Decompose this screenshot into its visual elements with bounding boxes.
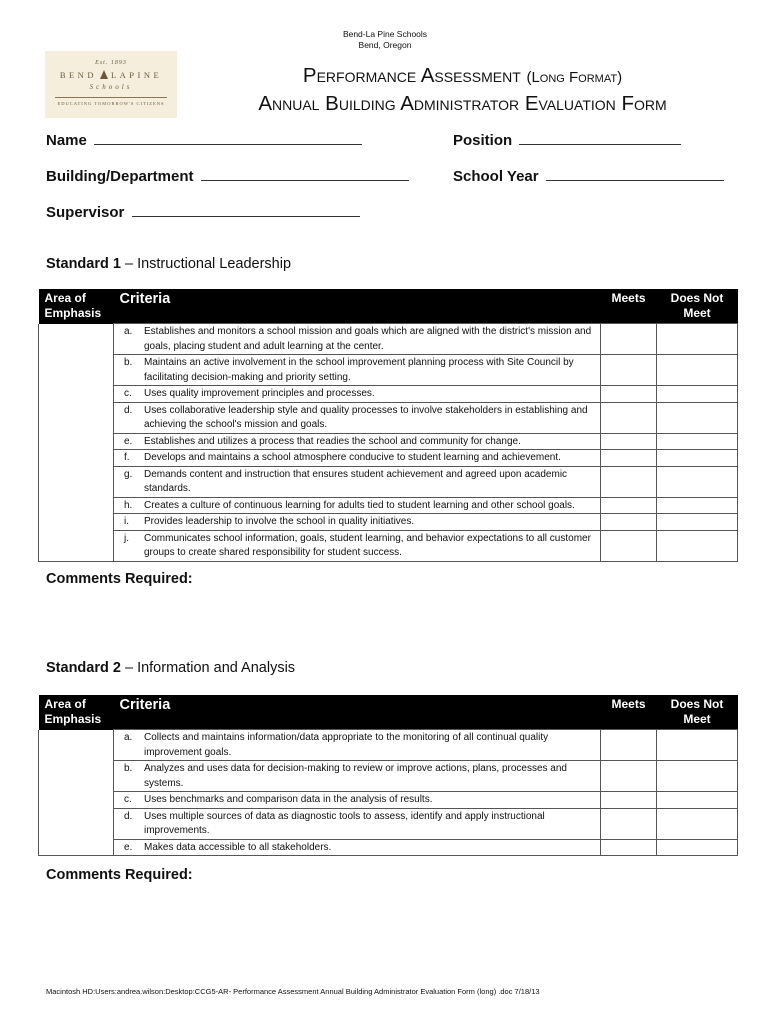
criteria-text: Establishes and monitors a school mission and goals which are aligned with the district's mission and goals, placing student and adult learning at the center. — [144, 326, 592, 352]
criteria-letter: b. — [124, 763, 133, 774]
criteria-cell — [114, 433, 601, 450]
criteria-row — [39, 466, 738, 497]
area-cell — [39, 355, 114, 386]
criteria-letter: c. — [124, 794, 132, 805]
standard2-comments-label: Comments Required: — [46, 867, 193, 883]
criteria-cell — [114, 450, 601, 467]
standard2-dash: – — [120, 660, 138, 676]
supervisor-label: Supervisor — [46, 204, 125, 221]
criteria-letter: g. — [124, 468, 133, 480]
criteria-letter: b. — [124, 357, 133, 368]
district-name: Bend-La Pine Schools — [342, 29, 428, 39]
standard1-dash: – — [120, 256, 138, 272]
does-not-meet-header: Does Not Meet — [657, 289, 738, 324]
criteria-row — [39, 514, 738, 531]
criteria-row — [39, 433, 738, 450]
criteria-cell — [114, 402, 601, 433]
standard2-table — [38, 695, 738, 856]
criteria-letter: e. — [124, 841, 133, 853]
criteria-letter: a. — [124, 326, 133, 337]
criteria-text: Analyzes and uses data for decision-making to review or improve actions, plans, processes and systems. — [144, 763, 567, 789]
area-cell — [39, 324, 114, 355]
meets-checkbox-cell[interactable] — [601, 466, 657, 497]
criteria-text: Demands content and instruction that ensures student achievement and agreed upon academic standards. — [144, 468, 568, 494]
meets-checkbox-cell[interactable] — [601, 808, 657, 839]
position-label: Position — [453, 132, 513, 149]
does-not-meet-checkbox-cell[interactable] — [657, 839, 738, 856]
standard1-comments-label: Comments Required: — [46, 571, 193, 587]
logo-rule — [55, 97, 167, 98]
criteria-text: Develops and maintains a school atmosphere conducive to student learning and achievement. — [144, 452, 561, 463]
meets-header: Meets — [601, 289, 657, 324]
standard2-heading — [46, 660, 295, 676]
district-logo — [45, 51, 177, 118]
criteria-letter: d. — [124, 404, 133, 416]
logo-tagline: EDUCATING TOMORROW'S CITIZENS — [57, 101, 165, 106]
meets-checkbox-cell[interactable] — [601, 355, 657, 386]
criteria-cell — [114, 514, 601, 531]
school-year-input-line[interactable] — [546, 166, 724, 181]
criteria-cell — [114, 808, 601, 839]
meets-checkbox-cell[interactable] — [601, 761, 657, 792]
standard1-table — [38, 289, 738, 562]
area-cell — [39, 402, 114, 433]
area-cell — [39, 433, 114, 450]
title-main: Performance Assessment — [302, 64, 521, 87]
criteria-header: Criteria — [114, 695, 601, 730]
criteria-text: Uses benchmarks and comparison data in the analysis of results. — [144, 794, 433, 805]
logo-sub: Schools — [89, 83, 133, 91]
meets-checkbox-cell[interactable] — [601, 530, 657, 561]
does-not-meet-checkbox-cell[interactable] — [657, 450, 738, 467]
position-field — [453, 130, 681, 149]
logo-brand-right: LAPINE — [110, 70, 163, 80]
standard1-rows — [39, 324, 738, 562]
criteria-letter: c. — [124, 388, 132, 399]
criteria-row — [39, 402, 738, 433]
meets-checkbox-cell[interactable] — [601, 386, 657, 403]
title-format: (Long Format) — [526, 69, 623, 86]
meets-checkbox-cell[interactable] — [601, 433, 657, 450]
does-not-meet-checkbox-cell[interactable] — [657, 730, 738, 761]
building-label: Building/Department — [46, 168, 194, 185]
criteria-row — [39, 530, 738, 561]
criteria-text: Communicates school information, goals, student learning, and behavior expectations to all customer groups to create shared responsibility for student success. — [144, 532, 591, 558]
criteria-cell — [114, 792, 601, 809]
criteria-cell — [114, 355, 601, 386]
name-label: Name — [46, 132, 87, 149]
criteria-row — [39, 497, 738, 514]
area-cell — [39, 761, 114, 792]
criteria-cell — [114, 466, 601, 497]
criteria-cell — [114, 530, 601, 561]
standard2-label: Standard 2 — [46, 660, 121, 676]
criteria-row — [39, 450, 738, 467]
criteria-row — [39, 808, 738, 839]
does-not-meet-checkbox-cell[interactable] — [657, 386, 738, 403]
criteria-row — [39, 386, 738, 403]
criteria-header: Criteria — [114, 289, 601, 324]
meets-checkbox-cell[interactable] — [601, 730, 657, 761]
does-not-meet-checkbox-cell[interactable] — [657, 402, 738, 433]
criteria-letter: i. — [124, 516, 129, 527]
criteria-text: Uses multiple sources of data as diagnostic tools to assess, identify and apply instructional improvements. — [144, 810, 545, 836]
building-field — [46, 166, 409, 185]
district-location: Bend, Oregon — [358, 40, 412, 50]
criteria-row — [39, 355, 738, 386]
meets-checkbox-cell[interactable] — [601, 402, 657, 433]
building-input-line[interactable] — [201, 166, 409, 181]
standard2-rows — [39, 730, 738, 856]
criteria-cell — [114, 497, 601, 514]
area-cell — [39, 466, 114, 497]
supervisor-input-line[interactable] — [132, 202, 360, 217]
does-not-meet-header: Does Not Meet — [657, 695, 738, 730]
criteria-cell — [114, 730, 601, 761]
area-cell — [39, 450, 114, 467]
meets-checkbox-cell[interactable] — [601, 497, 657, 514]
standard1-name: Instructional Leadership — [137, 256, 292, 272]
does-not-meet-checkbox-cell[interactable] — [657, 808, 738, 839]
standard2-name: Information and Analysis — [137, 660, 296, 676]
area-cell — [39, 808, 114, 839]
criteria-letter: j. — [124, 532, 129, 544]
criteria-letter: e. — [124, 435, 133, 447]
criteria-cell — [114, 761, 601, 792]
does-not-meet-checkbox-cell[interactable] — [657, 792, 738, 809]
criteria-letter: a. — [124, 732, 133, 743]
meets-header: Meets — [601, 695, 657, 730]
criteria-row — [39, 730, 738, 761]
area-cell — [39, 792, 114, 809]
meets-checkbox-cell[interactable] — [601, 450, 657, 467]
criteria-letter: d. — [124, 810, 133, 822]
form-title-line1 — [195, 64, 730, 88]
criteria-cell — [114, 324, 601, 355]
area-cell — [39, 839, 114, 856]
criteria-text: Provides leadership to involve the school in quality initiatives. — [144, 516, 415, 527]
logo-est: Est. 1893 — [95, 60, 127, 66]
criteria-text: Uses collaborative leadership style and quality processes to involve stakeholders in establishing and achieving the school's mission and goals. — [144, 404, 588, 430]
standard1-label: Standard 1 — [46, 256, 121, 272]
does-not-meet-checkbox-cell[interactable] — [657, 497, 738, 514]
criteria-letter: h. — [124, 499, 133, 511]
criteria-row — [39, 761, 738, 792]
does-not-meet-checkbox-cell[interactable] — [657, 761, 738, 792]
criteria-text: Makes data accessible to all stakeholders. — [144, 841, 332, 853]
standard1-heading — [46, 256, 291, 272]
position-input-line[interactable] — [519, 130, 681, 145]
area-header: Area of Emphasis — [39, 289, 114, 324]
criteria-row — [39, 839, 738, 856]
does-not-meet-checkbox-cell[interactable] — [657, 530, 738, 561]
criteria-cell — [114, 386, 601, 403]
does-not-meet-checkbox-cell[interactable] — [657, 355, 738, 386]
criteria-text: Collects and maintains information/data appropriate to the monitoring of all continual quality improvement goals. — [144, 732, 549, 758]
name-input-line[interactable] — [94, 130, 362, 145]
criteria-text: Uses quality improvement principles and processes. — [144, 388, 375, 399]
meets-checkbox-cell[interactable] — [601, 514, 657, 531]
logo-brand-left: BEND — [59, 70, 97, 80]
area-cell — [39, 514, 114, 531]
logo-brand — [45, 70, 177, 80]
criteria-text: Maintains an active involvement in the school improvement planning process with Site Council by facilitating decision-making and priority setting. — [144, 357, 574, 383]
area-header: Area of Emphasis — [39, 695, 114, 730]
area-cell — [39, 386, 114, 403]
meets-checkbox-cell[interactable] — [601, 839, 657, 856]
does-not-meet-checkbox-cell[interactable] — [657, 466, 738, 497]
meets-checkbox-cell[interactable] — [601, 792, 657, 809]
criteria-letter: f. — [124, 452, 130, 463]
form-title-line2: Annual Building Administrator Evaluation Form — [258, 92, 667, 115]
criteria-text: Establishes and utilizes a process that readies the school and community for change. — [144, 435, 521, 447]
criteria-row — [39, 324, 738, 355]
school-year-label: School Year — [453, 168, 539, 185]
school-year-field — [453, 166, 724, 185]
file-path-footer: Macintosh HD:Users:andrea.wilson:Desktop:CCG5-AR- Performance Assessment Annual Building Administrator Evaluation Form (long) .doc 7/18/13 — [46, 987, 540, 996]
area-cell — [39, 497, 114, 514]
area-cell — [39, 730, 114, 761]
supervisor-field — [46, 202, 360, 221]
tree-icon — [100, 70, 108, 79]
name-field — [46, 130, 362, 149]
area-cell — [39, 530, 114, 561]
does-not-meet-checkbox-cell[interactable] — [657, 514, 738, 531]
criteria-row — [39, 792, 738, 809]
document-header — [0, 29, 770, 51]
meets-checkbox-cell[interactable] — [601, 324, 657, 355]
criteria-cell — [114, 839, 601, 856]
does-not-meet-checkbox-cell[interactable] — [657, 324, 738, 355]
does-not-meet-checkbox-cell[interactable] — [657, 433, 738, 450]
criteria-text: Creates a culture of continuous learning for adults tied to student learning and other school goals. — [144, 499, 575, 511]
